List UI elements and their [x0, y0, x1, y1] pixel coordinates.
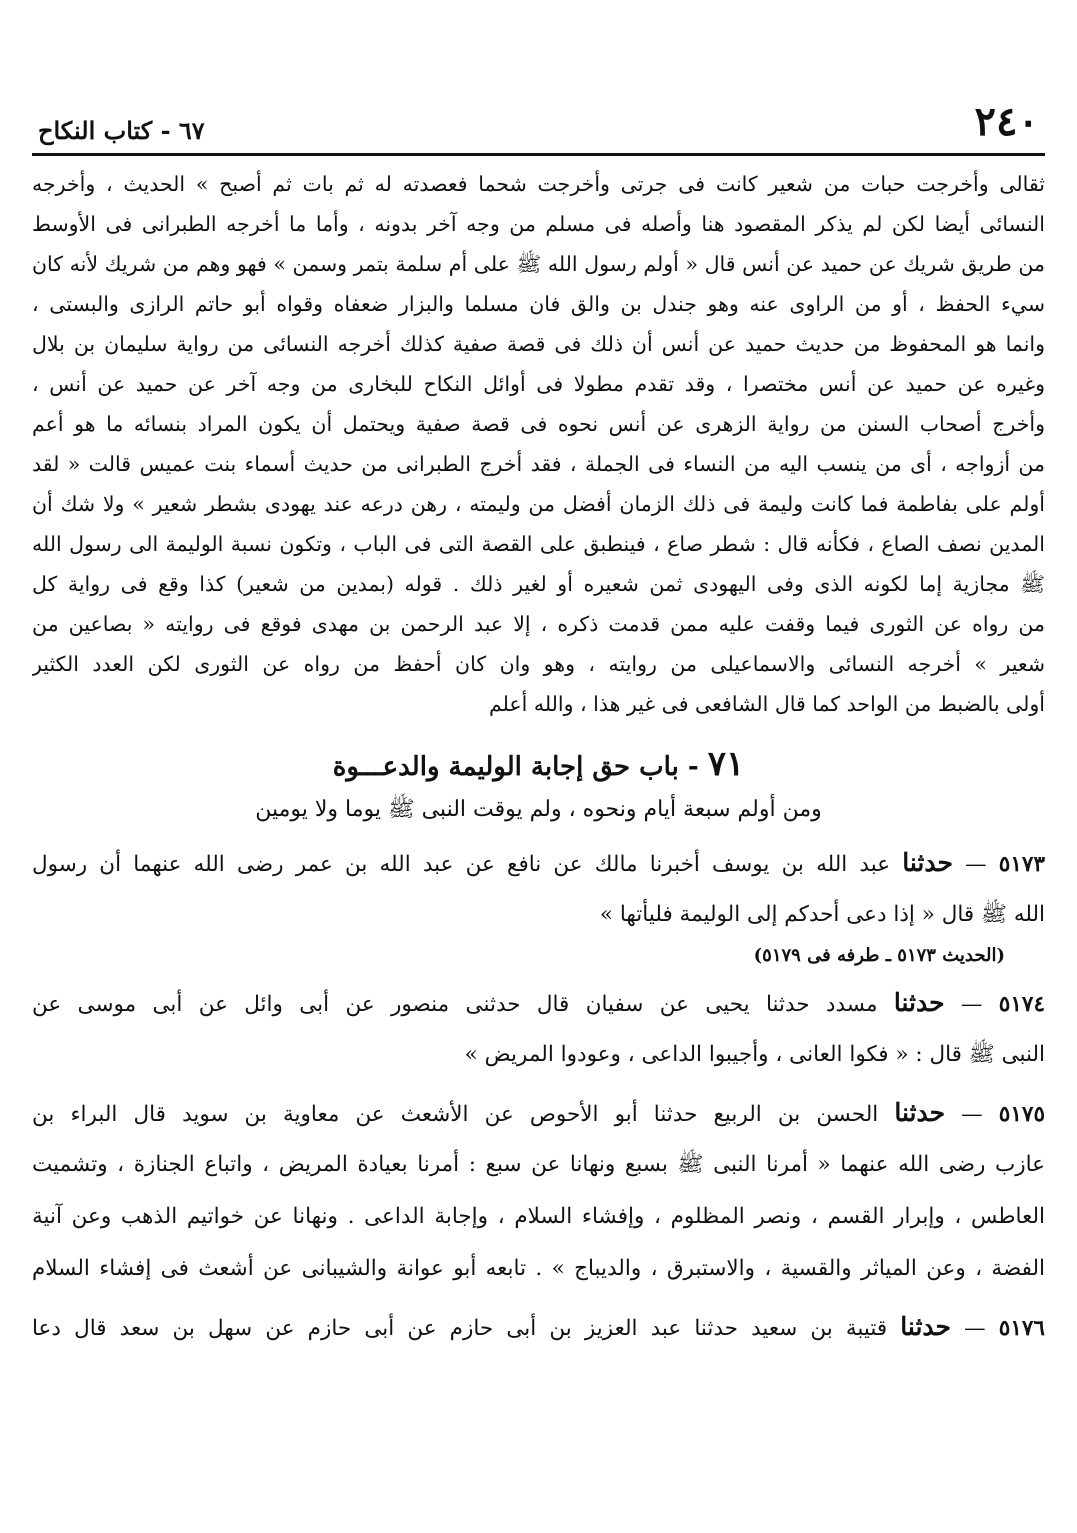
haddathana-keyword: حدثنا: [902, 848, 953, 877]
running-title: ٦٧ - كتاب النكاح: [38, 116, 205, 145]
hadith-text: — حدثنا الحسن بن الربيع حدثنا أبو الأحوص عن الأشعث عن معاوية بن سويد قال البراء بن: [32, 1098, 983, 1127]
haddathana-keyword: حدثنا: [894, 1098, 946, 1127]
hadith-number: ٥١٧٦: [998, 1316, 1045, 1341]
hadith-text: — حدثنا عبد الله بن يوسف أخبرنا مالك عن نافع عن عبد الله بن عمر رضى الله عنهما أن رسول: [32, 848, 987, 877]
hadith-5174: [32, 977, 1045, 1081]
hadith-line: عازب رضى الله عنهما « أمرنا النبى ﷺ بسبع ونهانا عن سبع : أمرنا بعيادة المريض ، واتباع الجنازة ، وتشميت: [32, 1152, 1045, 1177]
hadith-line: [32, 1087, 1045, 1139]
commentary-line: ثقالى وأخرجت حبات من شعير كانت فى جرتى وأخرجت شحما فعصدته له ثم بات ثم أصبح » الحديث ، وأخرجه: [32, 172, 1045, 196]
commentary-section: [32, 164, 1045, 724]
commentary-line: من أزواجه ، أى من ينسب اليه من النساء فى الجملة ، فقد أخرج الطبرانى من حديث أسماء بنت عميس قالت « لقد: [32, 452, 1045, 476]
commentary-line: سيء الحفظ ، أو من الراوى عنه وهو جندل بن والق فان مسلما والبزار ضعفاه وقواه أبو حاتم الرازى والبستى ،: [32, 292, 1045, 316]
hadith-5173: [32, 837, 1045, 971]
haddathana-keyword: حدثنا: [900, 1312, 951, 1341]
commentary-line: وغيره عن حميد عن أنس مختصرا ، وقد تقدم مطولا فى أوائل النكاح للبخارى من وجه آخر عن حميد عن أنس ،: [32, 372, 1045, 396]
chapter-title-text: - باب حق إجابة الوليمة والدعـــوة: [332, 752, 699, 782]
hadith-line: العاطس ، وإبرار القسم ، ونصر المظلوم ، وإفشاء السلام ، وإجابة الداعى . ونهانا عن خواتيم الذهب وعن آنية: [32, 1204, 1045, 1229]
page-header: [32, 78, 1045, 156]
hadith-number: ٥١٧٤: [998, 992, 1045, 1017]
haddathana-keyword: حدثنا: [893, 988, 945, 1017]
cross-reference: (الحديث ٥١٧٣ ـ طرفه فى ٥١٧٩): [753, 945, 1005, 966]
commentary-line: وأخرج أصحاب السنن من رواية الزهرى عن أنس نحوه فى قصة صفية ويحتمل أن يكون المراد بنسائه ما هو أعم: [32, 412, 1045, 436]
chapter-subtitle: ومن أولم سبعة أيام ونحوه ، ولم يوقت النبى ﷺ يوما ولا يومين: [255, 797, 822, 822]
hadith-number: ٥١٧٣: [998, 852, 1045, 877]
hadith-line: النبى ﷺ قال : « فكوا العانى ، وأجيبوا الداعى ، وعودوا المريض »: [464, 1042, 1045, 1067]
commentary-line: أولم على بفاطمة فما كانت وليمة فى ذلك الزمان أفضل من وليمته ، رهن درعه عند يهودى بشطر شعير » ولا شك أن: [32, 492, 1045, 516]
hadith-text: — حدثنا قتيبة بن سعيد حدثنا عبد العزيز بن أبى حازم عن أبى حازم عن سهل بن سعد قال دعا: [32, 1312, 986, 1341]
chapter-title: [32, 742, 1045, 789]
hadith-number: ٥١٧٥: [998, 1102, 1045, 1127]
hadith-line: [32, 837, 1045, 889]
hadith-line: [32, 977, 1045, 1029]
chapter-number: ٧١: [707, 744, 745, 784]
commentary-line: من طريق شريك عن حميد عن أنس قال « أولم رسول الله ﷺ على أم سلمة بتمر وسمن » فهو وهم من شريك لأنه كان: [32, 252, 1045, 276]
hadith-text: — حدثنا مسدد حدثنا يحيى عن سفيان قال حدثنى منصور عن أبى وائل عن أبى موسى عن: [32, 988, 983, 1017]
hadith-5176: [32, 1301, 1045, 1353]
hadith-line: [32, 1301, 1045, 1353]
page-number: ٢٤٠: [974, 98, 1039, 145]
hadith-line: الفضة ، وعن المياثر والقسية ، والاستبرق ، والديباج » . تابعه أبو عوانة والشيبانى عن أشعث فى إفشاء السلام: [32, 1256, 1045, 1281]
commentary-line: شعير » أخرجه النسائى والاسماعيلى من روايته ، وهو وان كان أحفظ من رواه عن الثورى لكن العدد الكثير: [32, 652, 1045, 676]
hadith-5175: [32, 1087, 1045, 1295]
commentary-line: من رواه عن الثورى فيما وقفت عليه ممن قدمت ذكره ، إلا عبد الرحمن بن مهدى فوقع فى روايته « بصاعين من: [32, 612, 1045, 636]
chapter-heading: [32, 742, 1045, 831]
commentary-line: وانما هو المحفوظ من حديث حميد عن أنس أن ذلك فى قصة صفية كذلك أخرجه النسائى من رواية سليمان بن بلال: [32, 332, 1045, 356]
hadith-line: الله ﷺ قال « إذا دعى أحدكم إلى الوليمة فليأتها »: [599, 902, 1045, 927]
commentary-line: النسائى أيضا لكن لم يذكر المقصود هنا وأصله فى مسلم من وجه آخر بدونه ، وأما ما أخرجه الطبرانى فى الأوسط: [32, 212, 1045, 236]
commentary-line: أولى بالضبط من الواحد كما قال الشافعى فى غير هذا ، والله أعلم: [488, 692, 1045, 716]
commentary-line: ﷺ مجازية إما لكونه الذى وفى اليهودى ثمن شعيره أو لغير ذلك . قوله (بمدين من شعير) كذا وقع فى رواية كل: [32, 572, 1045, 596]
commentary-line: المدين نصف الصاع ، فكأنه قال : شطر صاع ، فينطبق على القصة التى فى الباب ، وتكون نسبة الوليمة الى رسول الله: [32, 532, 1045, 556]
